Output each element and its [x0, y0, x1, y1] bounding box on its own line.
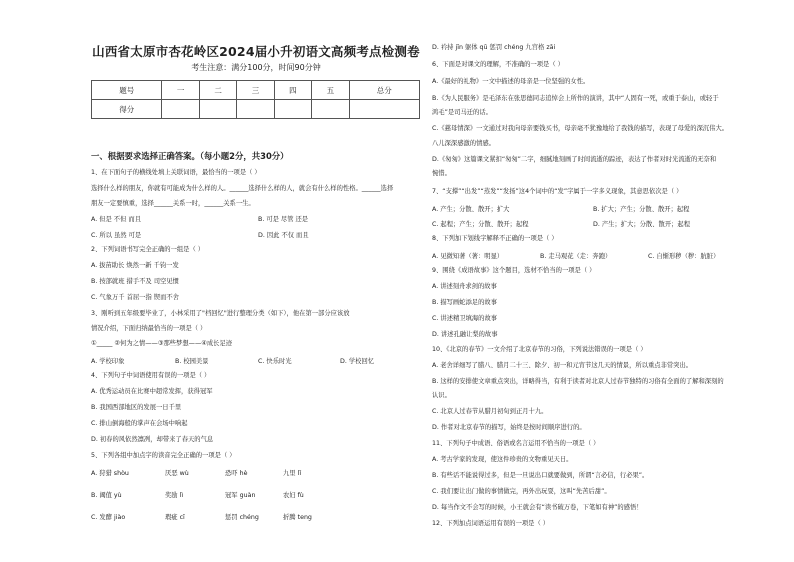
answer-option: 农妇 fù — [283, 492, 304, 499]
answer-option: B. 我国西部地区的发展一日千里 — [91, 404, 182, 411]
page-title: 山西省太原市杏花岭区2024届小升初语文高频考点检测卷 — [92, 44, 420, 59]
question-stem: 8、下列加下划线字解释不正确的一项是（ ） — [432, 235, 558, 242]
answer-option: 惩罚 chéng — [225, 514, 259, 521]
question-stem: 10、《北京的春节》一文介绍了北京春节的习俗，下列说法错误的一项是（ ） — [432, 346, 647, 353]
answer-option: B. 按部就班 措手不及 司空见惯 — [91, 278, 179, 285]
score-cell[interactable] — [237, 100, 274, 119]
answer-option: A. 考古学家的发现，使这件珍贵的文物重见天日。 — [432, 456, 573, 463]
answer-option: 瑕疵 cī — [165, 514, 185, 521]
answer-option: 冠军 guàn — [225, 492, 256, 499]
answer-option: B. 扩大；产生；分散、散开；起程 — [593, 206, 690, 213]
exam-notice: 考生注意：满分100分，时间90分钟 — [191, 63, 321, 72]
answer-option: B. 阈值 yù — [91, 492, 122, 499]
score-value-row — [92, 100, 420, 119]
question-stem: 2、下列词语书写完全正确的一组是（ ） — [91, 246, 205, 253]
score-table — [91, 80, 420, 119]
question-text: 认识。 — [432, 392, 451, 399]
answer-option: B.《为人民服务》是毛泽东在张思德同志追悼会上所作的演讲，其中“人固有一死，或重于泰山，或轻于 — [432, 95, 719, 102]
answer-option: 恐吓 hè — [225, 470, 248, 477]
score-cell[interactable] — [162, 100, 199, 119]
question-stem: 6、下面是对课文的理解，不准确的一项是（ ） — [432, 61, 564, 68]
answer-option: C. 起程；产生；分散、散开；起程 — [432, 221, 529, 228]
answer-option: B. 走马观花（走：奔跑） — [540, 253, 612, 260]
answer-option: C. 气象万千 首屈一指 锲而不舍 — [91, 294, 179, 301]
score-row-label: 得分 — [92, 100, 162, 119]
answer-option: A. 学校印象 — [91, 358, 125, 365]
answer-option: 折腾 teng — [283, 514, 312, 521]
question-stem: 4、下列句子中词语使用有误的一项是（ ） — [91, 372, 211, 379]
question-stem: 11、下列句子中成语、俗语或名言运用不恰当的一项是（ ） — [432, 440, 600, 447]
score-header-cell: 一 — [162, 81, 199, 100]
answer-option: D. 讲述孔融让梨的故事 — [432, 331, 498, 338]
score-cell[interactable] — [274, 100, 311, 119]
question-stem: 7、“支撑”“出发”“蒸发”“发扬”这4个词中的“发”字属于一字多义现象，其意思依次是（ ） — [432, 188, 683, 195]
answer-option: D. 每当作文不会写的时候，小王就会有“读书破万卷，下笔如有神”的感悟！ — [432, 504, 643, 511]
question-stem: 3、刚听到五年级要毕业了，小林采用了"档回忆"进行整理分类（如下），他在第一部分应该放 — [91, 310, 350, 317]
answer-option: A. 拔苗助长 焕然一新 千钧一发 — [91, 262, 179, 269]
answer-option: B. 这样的安排使文章重点突出，详略得当，有利于读者对北京人过春节独特的习俗有全面的了解和深刻的 — [432, 378, 724, 385]
answer-option: 厌恶 wù — [165, 470, 189, 477]
answer-option: A. 讲述刻舟求剑的故事 — [432, 283, 497, 290]
score-header-cell: 二 — [199, 81, 236, 100]
answer-option: A. 但是 不但 而且 — [91, 216, 141, 223]
question-text: 朋友一定要慎重，选择______关系一时，______关系一生。 — [91, 200, 255, 207]
section-heading: 一、根据要求选择正确答案。（每小题2分，共30分） — [91, 151, 289, 161]
answer-option: D. 初春的风依然凛冽，却带来了春天的气息 — [91, 436, 214, 443]
answer-option: C.《慈母情深》一文通过对我向母亲要钱买书，母亲毫不犹豫地给了我钱的描写，表现了母爱的深沉伟大。 — [432, 125, 729, 132]
question-stem: 1、在下面句子的横线处填上关联词语，最恰当的一项是（ ） — [91, 169, 261, 176]
answer-option: 奖励 lì — [165, 492, 184, 499]
answer-option: B. 描写画蛇添足的故事 — [432, 299, 497, 306]
answer-option: D. 产生；扩大；分散、散开；起程 — [593, 221, 691, 228]
answer-option: C. 讲述精卫填海的故事 — [432, 315, 498, 322]
question-stem: 9、围绕《成语故事》这个题目，选材不恰当的一项是（ ） — [432, 267, 596, 274]
question-text: 惋惜。 — [432, 170, 451, 177]
answer-option: D. 因此 不仅 而且 — [258, 232, 309, 239]
score-header-cell: 题号 — [92, 81, 162, 100]
answer-option: A. 见微知著（著：明显） — [432, 253, 504, 260]
answer-option: B. 校园美景 — [175, 358, 209, 365]
answer-option: A. 产生；分散、散开；扩大 — [432, 206, 510, 213]
score-header-cell: 五 — [312, 81, 349, 100]
score-header-cell: 四 — [274, 81, 311, 100]
score-header-cell: 总分 — [349, 81, 419, 100]
score-header-cell: 三 — [237, 81, 274, 100]
answer-option: C. 我们要让出门做的事情做完，再外出玩耍，这叫“先苦后甜”。 — [432, 488, 611, 495]
answer-option: D. 作者对北京春节的描写，始终是按时间顺序进行的。 — [432, 424, 586, 431]
answer-option: C. 快乐时光 — [258, 358, 292, 365]
answer-option: C. 发酵 jiào — [91, 514, 126, 521]
answer-option: 九里 lǐ — [283, 470, 302, 477]
answer-option: A. 老舍详细写了腊八、腊月二十三、除夕、初一和元宵节这几天的情景，所以重点非常突出。 — [432, 362, 693, 369]
score-cell[interactable] — [312, 100, 349, 119]
question-stem: 12、下列加点词语运用有误的一项是（ ） — [432, 520, 550, 527]
score-cell[interactable] — [349, 100, 419, 119]
answer-option: C. 北京人过春节从腊月初旬到正月十九。 — [432, 408, 548, 415]
answer-option: D.《匆匆》这篇课文紧扣“匆匆”二字，细腻地刻画了时间流逝的踪迹，表达了作者对时光流逝的无奈和 — [432, 156, 717, 163]
answer-option: A. 狩猎 shòu — [91, 470, 129, 477]
question-stem: 5、下列各组中加点字的读音完全正确的一项是（ ） — [91, 452, 236, 459]
answer-option: D. 学校回忆 — [340, 358, 375, 365]
answer-option: C. 自惭形秽（秽：肮脏） — [648, 253, 720, 260]
answer-option: A. 优秀运动员在比赛中超常发挥，获得冠军 — [91, 388, 213, 395]
question-text: 选择什么样的朋友，你就有可能成为什么样的人。______选择什么样的人，就会有什么样的性格。______选择 — [91, 185, 394, 192]
answer-option: B. 有些话不能说得过多，但是一旦说出口就要做到，所谓“言必信，行必果”。 — [432, 472, 649, 479]
answer-option: C. 所以 虽然 可是 — [91, 232, 142, 239]
answer-option: D. 衿持 jīn 躯体 qū 惩罚 chéng 九宫格 zāi — [432, 44, 556, 51]
question-text: 情况介绍，下面归纳最恰当的一项是（ ） — [91, 325, 207, 332]
answer-option: B. 可是 尽管 还是 — [258, 216, 309, 223]
answer-option: C. 排山倒海般的掌声在会场中响起 — [91, 420, 188, 427]
question-text: 鸿毛”是司马迁的话。 — [432, 109, 492, 116]
question-text: 八儿深深感激的情感。 — [432, 140, 495, 147]
score-header-row — [92, 81, 420, 100]
question-text: ①_____ ②何为之情——③那些梦想——④成长足迹 — [91, 340, 233, 347]
answer-option: A.《最好的礼物》一文中描述的母亲是一位坚强的女性。 — [432, 78, 590, 85]
score-cell[interactable] — [199, 100, 236, 119]
